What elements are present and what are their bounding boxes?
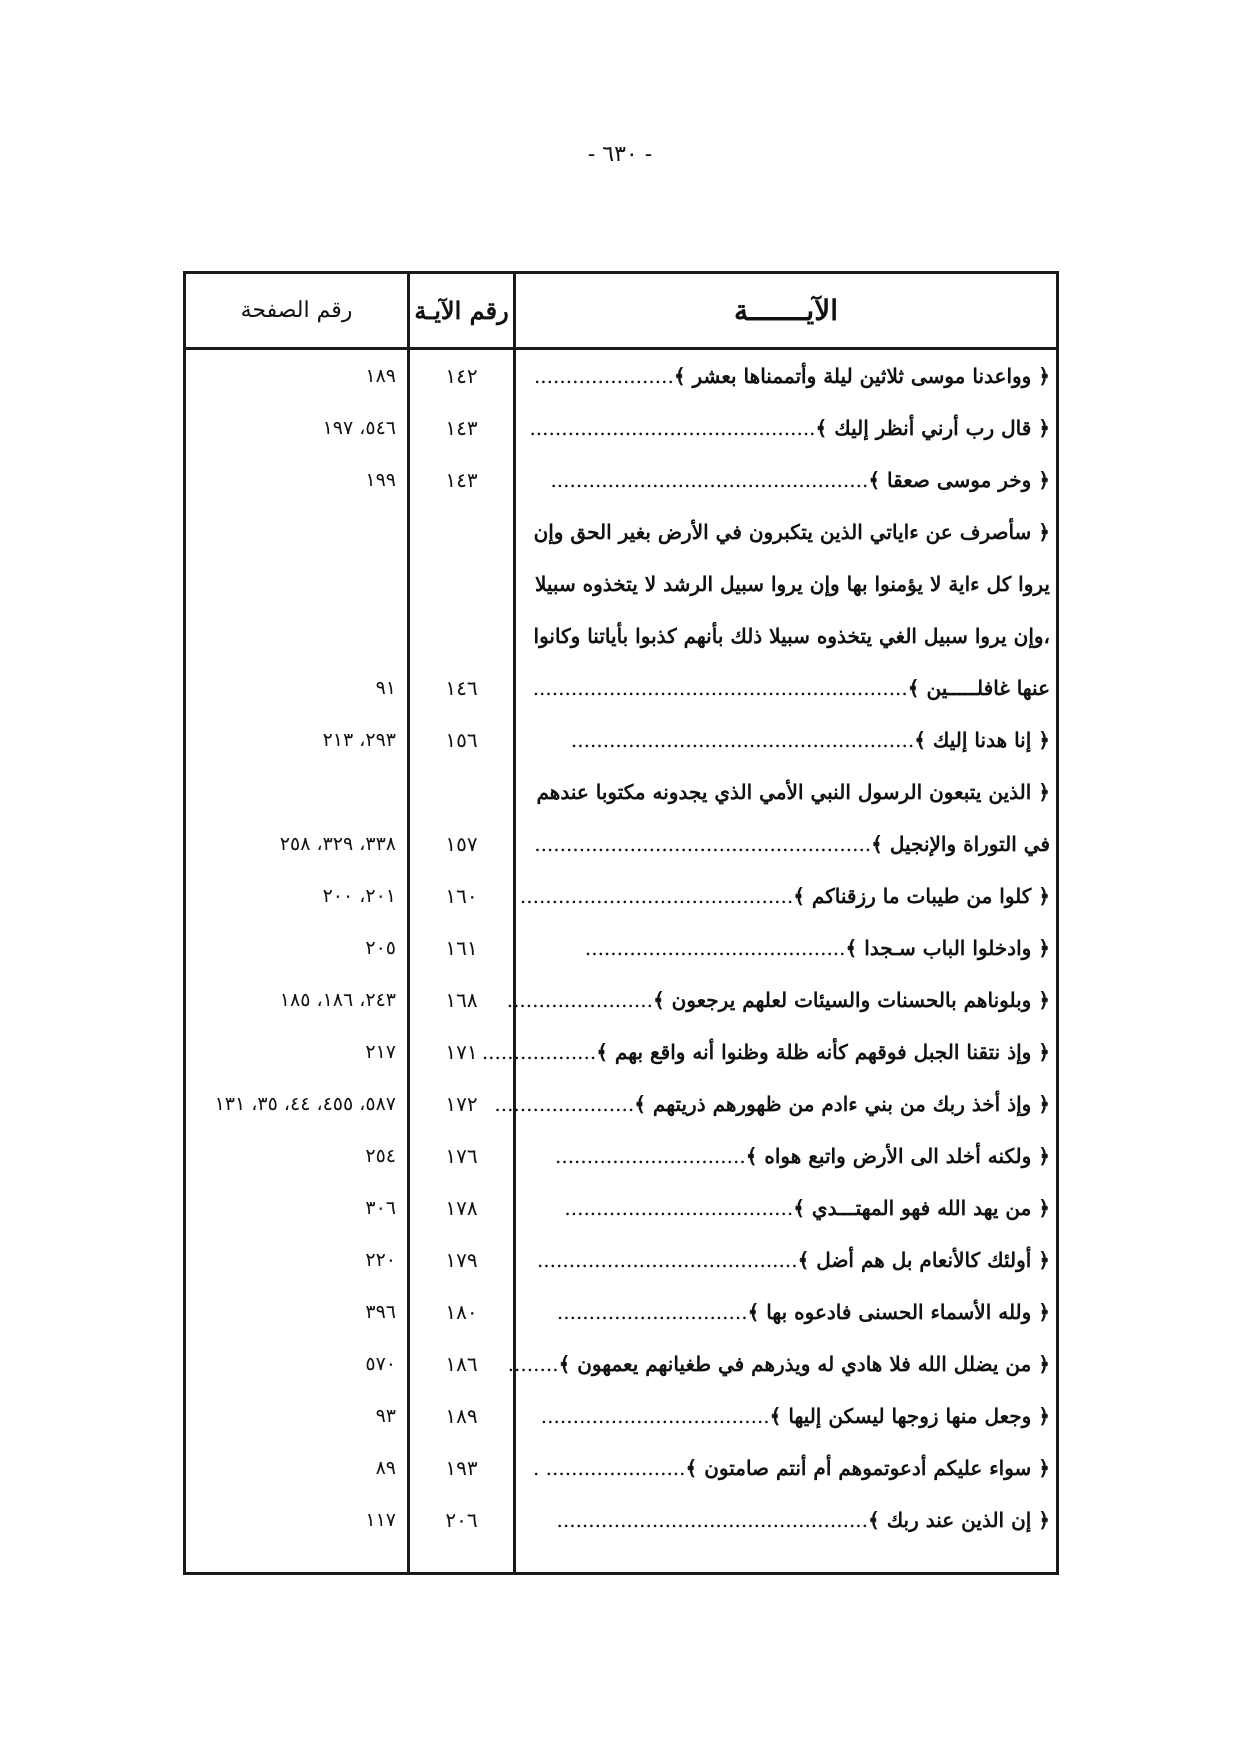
table-row: [186, 922, 1056, 974]
table-row: [186, 1442, 1056, 1494]
page-references: ٢٩٣، ٢١٣: [322, 729, 396, 751]
ayah-text: [530, 1494, 1050, 1546]
ayah-text-value: ﴿ وخر موسى صعقا ﴾: [868, 468, 1050, 492]
ayah-number: ١٨٠: [445, 1300, 478, 1324]
ayah-number: ١٩٣: [445, 1456, 478, 1480]
dot-leader: ..............................: [556, 1300, 748, 1324]
dot-leader: .....................................................: [534, 832, 872, 856]
ayah-number: ١٧٢: [445, 1092, 478, 1116]
ayah-text: [507, 1338, 1050, 1390]
page-references: ١٩٩: [365, 469, 396, 491]
dot-leader: .......................: [506, 988, 653, 1012]
ayah-number: ١٦٠: [445, 884, 478, 908]
table-row: [186, 1286, 1056, 1338]
ayah-text-value: ﴿ من يهد الله فهو المهتـــدي ﴾: [793, 1196, 1050, 1220]
ayah-text-value: عنها غافلـــــين ﴾: [907, 676, 1050, 700]
page-references: ٥٤٦، ١٩٧: [322, 417, 396, 439]
ayah-text-value: ﴿ سواء عليكم أدعوتموهم أم أنتم صامتون ﴾: [685, 1456, 1050, 1480]
table-row: [186, 1494, 1056, 1546]
table-row: [186, 818, 1056, 870]
dot-leader: ....................................: [540, 1404, 770, 1428]
dot-leader: .............................................: [529, 416, 816, 440]
page-references: ٥٨٧، ٤٥٥، ٤٤، ٣٥، ١٣١: [214, 1093, 396, 1115]
page-references: ٨٩: [375, 1457, 396, 1479]
ayah-text-value: ﴿ وبلوناهم بالحسنات والسيئات لعلهم يرجعون ﴾: [652, 988, 1050, 1012]
ayah-text: [530, 350, 1050, 402]
ayah-number: [410, 766, 513, 818]
page-references: ٣٠٦: [365, 1197, 396, 1219]
ayah-text-value: ﴿ الذين يتبعون الرسول النبي الأمي الذي يجدونه مكتوبا عندهم: [536, 780, 1050, 804]
ayah-text: [530, 1130, 1050, 1182]
ayah-text-value: ﴿ وواعدنا موسى ثلاثين ليلة وأتممناها بعشر ﴾: [673, 364, 1050, 388]
table-row: [186, 714, 1056, 766]
page-references: ٢٥٤: [365, 1145, 396, 1167]
table-row: [186, 1390, 1056, 1442]
ayah-text-value: ﴿ وجعل منها زوجها ليسكن إليها ﴾: [769, 1404, 1050, 1428]
ayah-number: ١٤٦: [445, 676, 478, 700]
table-row: [186, 506, 1056, 558]
ayah-text: [530, 1234, 1050, 1286]
page-references: ٣٩٦: [365, 1301, 396, 1323]
dot-leader: ..............................: [554, 1144, 746, 1168]
dot-leader: ....................................: [564, 1196, 794, 1220]
ayah-text: [506, 974, 1050, 1026]
ayah-text-value: ،وإن يروا سبيل الغي يتخذوه سبيلا ذلك بأنهم كذبوا بأياتنا وكانوا: [533, 624, 1050, 648]
ayah-number: ١٦٨: [445, 988, 478, 1012]
page-references: ٩١: [375, 677, 396, 699]
ayah-text: [530, 1182, 1050, 1234]
ayah-text: [530, 454, 1050, 506]
ayah-number: ١٥٧: [445, 832, 478, 856]
table-row: [186, 1182, 1056, 1234]
ayah-text: [530, 506, 1050, 558]
ayah-text-value: ﴿ من يضلل الله فلا هادي له ويذرهم في طغيانهم يعمهون ﴾: [558, 1352, 1050, 1376]
ayah-text: [530, 818, 1050, 870]
ayah-number: ٢٠٦: [445, 1508, 478, 1532]
page-references: ٥٧٠: [365, 1353, 396, 1375]
ayah-text-value: ﴿ وإذ نتقنا الجبل فوقهم كأنه ظلة وظنوا أنه واقع بهم ﴾: [596, 1040, 1050, 1064]
table-row: [186, 662, 1056, 714]
ayah-number: [410, 558, 513, 610]
table-row: [186, 1078, 1056, 1130]
page-references: [190, 610, 400, 662]
ayah-text-value: ﴿ إنا هدنا إليك ﴾: [914, 728, 1050, 752]
page-references: ٢٤٣، ١٨٦، ١٨٥: [279, 989, 396, 1011]
table-row: [186, 350, 1056, 402]
table-row: [186, 766, 1056, 818]
dot-leader: .................................................: [556, 1508, 869, 1532]
ayah-number: ١٤٣: [445, 416, 478, 440]
header-ayah: الآيـــــــة: [734, 294, 838, 327]
ayah-text: [530, 714, 1050, 766]
page-references: ٣٣٨، ٣٢٩، ٢٥٨: [279, 833, 396, 855]
ayah-text-value: ﴿ وإذ أخذ ربك من بني ءادم من ظهورهم ذريتهم ﴾: [634, 1092, 1050, 1116]
dot-leader: ..................: [481, 1040, 597, 1064]
page-references: [190, 766, 400, 818]
verse-index-table: [183, 271, 1059, 1575]
ayah-text: [530, 610, 1050, 662]
table-row: [186, 1026, 1056, 1078]
ayah-number: ١٦١: [445, 936, 478, 960]
table-row: [186, 1130, 1056, 1182]
page-references: ٢٢٠: [365, 1249, 396, 1271]
page-references: ٢٠١، ٢٠٠: [322, 885, 396, 907]
header-ayah-number: رقم الآيـة: [414, 296, 509, 325]
ayah-text: [519, 870, 1050, 922]
ayah-number: ١٥٦: [445, 728, 478, 752]
ayah-text: [530, 1286, 1050, 1338]
table-row: [186, 454, 1056, 506]
ayah-text: [530, 402, 1050, 454]
dot-leader: ......................: [494, 1092, 635, 1116]
ayah-text: [530, 922, 1050, 974]
page-references: ٩٣: [375, 1405, 396, 1427]
ayah-number: ١٤٢: [445, 364, 478, 388]
page-references: [190, 558, 400, 610]
ayah-text: [494, 1078, 1050, 1130]
table-row: [186, 870, 1056, 922]
dot-leader: ......................................................: [570, 728, 915, 752]
page-references: ١١٧: [365, 1509, 396, 1531]
ayah-number: ١٧٦: [445, 1144, 478, 1168]
dot-leader: .........................................: [584, 936, 846, 960]
dot-leader: ......................: [533, 364, 674, 388]
table-header: [186, 274, 1056, 350]
table-body: [186, 350, 1056, 1572]
ayah-text: [530, 766, 1050, 818]
ayah-text: [530, 662, 1050, 714]
page-references: ٢٠٥: [365, 937, 396, 959]
table-row: [186, 402, 1056, 454]
ayah-text: [530, 558, 1050, 610]
page-number: - ٦٣٠ -: [587, 142, 653, 167]
table-row: [186, 1338, 1056, 1390]
ayah-number: ١٨٦: [445, 1352, 478, 1376]
header-page-number: رقم الصفحة: [240, 298, 353, 323]
ayah-number: ١٤٣: [445, 468, 478, 492]
dot-leader: ...................... .: [532, 1456, 686, 1480]
table-row: [186, 974, 1056, 1026]
dot-leader: ...........................................................: [532, 676, 908, 700]
table-row: [186, 610, 1056, 662]
ayah-text: [481, 1026, 1050, 1078]
page-references: [190, 506, 400, 558]
ayah-number: ١٧٩: [445, 1248, 478, 1272]
ayah-text-value: ﴿ ولله الأسماء الحسنى فادعوه بها ﴾: [747, 1300, 1050, 1324]
page-references: ٢١٧: [365, 1041, 396, 1063]
ayah-text-value: ﴿ إن الذين عند ربك ﴾: [868, 1508, 1050, 1532]
ayah-text: [530, 1442, 1050, 1494]
ayah-text-value: يروا كل ءاية لا يؤمنوا بها وإن يروا سبيل الرشد لا يتخذوه سبيلا: [534, 572, 1050, 596]
ayah-text-value: ﴿ أولئك كالأنعام بل هم أضل ﴾: [797, 1248, 1050, 1272]
ayah-text-value: في التوراة والإنجيل ﴾: [871, 832, 1050, 856]
dot-leader: .........................................: [536, 1248, 798, 1272]
dot-leader: ..................................................: [550, 468, 869, 492]
page-references: ١٨٩: [365, 365, 396, 387]
ayah-text-value: ﴿ كلوا من طيبات ما رزقناكم ﴾: [793, 884, 1050, 908]
ayah-text-value: ﴿ قال رب أرني أنظر إليك ﴾: [815, 416, 1050, 440]
ayah-text: [530, 1390, 1050, 1442]
dot-leader: ...........................................: [519, 884, 794, 908]
table-row: [186, 1234, 1056, 1286]
ayah-text-value: ﴿ سأصرف عن ءاياتي الذين يتكبرون في الأرض بغير الحق وإن: [533, 520, 1050, 544]
table-row: [186, 558, 1056, 610]
ayah-number: ١٨٩: [445, 1404, 478, 1428]
ayah-text-value: ﴿ ولكنه أخلد الى الأرض واتبع هواه ﴾: [745, 1144, 1050, 1168]
ayah-number: ١٧٨: [445, 1196, 478, 1220]
dot-leader: ........: [507, 1352, 559, 1376]
ayah-text-value: ﴿ وادخلوا الباب سـجدا ﴾: [845, 936, 1050, 960]
ayah-number: [410, 610, 513, 662]
ayah-number: ١٧١: [445, 1040, 478, 1064]
ayah-number: [410, 506, 513, 558]
